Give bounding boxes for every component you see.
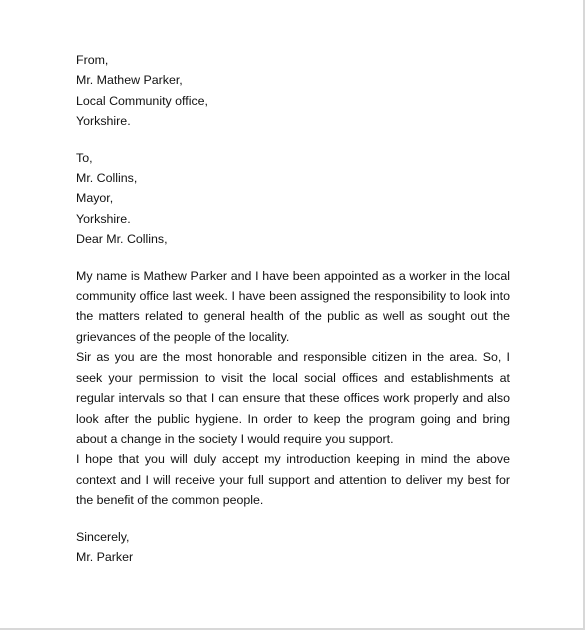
body-paragraph-intro: My name is Mathew Parker and I have been appointed as a worker in the local community office last week. I have been assigned the responsibility to look into the matters related to general health of the public as well as sought out the grievances of the people of the locality. <box>76 268 510 344</box>
sender-place: Yorkshire. <box>76 114 131 129</box>
body-paragraph-closing: I hope that you will duly accept my introduction keeping in mind the above context and I will receive your full support and attention to deliver my best for the benefit of the common people. <box>76 452 510 508</box>
body-paragraph-request: Sir as you are the most honorable and responsible citizen in the area. So, I seek your permission to visit the local social offices and establishments at regular intervals so that I can ensure that these offices work properly and also look after the public hygiene. In order to keep the program going and bring about a change in the society I would require you support. <box>76 350 510 446</box>
spacer <box>76 132 510 148</box>
closing: Sincerely, <box>76 529 130 544</box>
spacer <box>76 511 510 527</box>
sender-block <box>76 50 510 132</box>
letter-content <box>76 50 510 567</box>
recipient-block <box>76 148 510 250</box>
from-label: From, <box>76 53 109 67</box>
recipient-name: Mr. Collins, <box>76 171 138 186</box>
spacer <box>76 250 510 266</box>
signoff-block <box>76 527 510 568</box>
signature: Mr. Parker <box>76 549 134 564</box>
to-label: To, <box>76 150 93 165</box>
sender-name: Mr. Mathew Parker, <box>76 73 183 88</box>
recipient-place: Yorkshire. <box>76 211 131 226</box>
letter-body <box>76 266 510 511</box>
sender-office: Local Community office, <box>76 93 208 108</box>
recipient-title: Mayor, <box>76 191 114 206</box>
salutation: Dear Mr. Collins, <box>76 232 168 247</box>
